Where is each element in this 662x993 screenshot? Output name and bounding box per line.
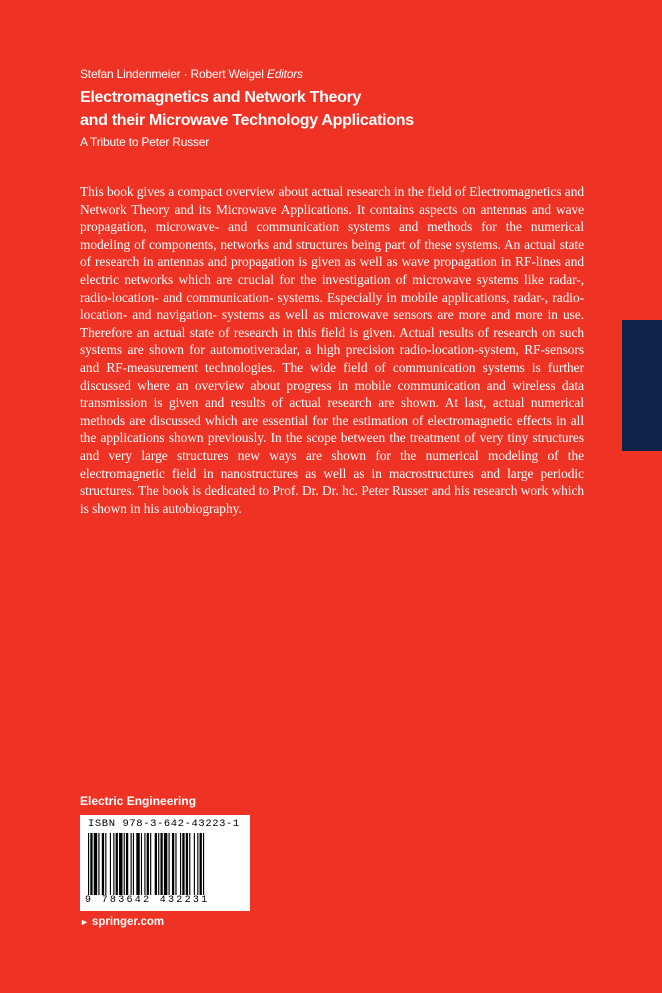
barcode-panel: [80, 815, 250, 911]
publisher-url: springer.com: [91, 916, 165, 928]
arrow-right-icon: ►: [80, 917, 89, 927]
isbn-label: ISBN 978-3-642-43223-1: [88, 818, 240, 830]
book-description: This book gives a compact overview about actual research in the field of Electromagnetics and Network Theory and its Microwave Applications. It contains aspects on antennas and wave propagation, microwave- and communication systems and methods for the numerical modeling of components, networks and structures being part of these systems. An actual state of research in antennas and propagation is given as well as wave propagation in RF-lines and electric networks which are crucial for the investigation of microwave systems like radar-, radio-location- and communication- systems. Especially in mobile applications, radar-, radio-location- and navigation- systems as well as microwave sensors are more and more in use. Therefore an actual state of research in this field is given. Actual results of research on such systems are shown for automotiveradar, a high precision radio-location-system, RF-sensors and RF-measurement technologies. The wide field of communication systems is further discussed where an overview about progress in mobile communication and wireless data transmission is given and results of actual research are shown. At last, actual numerical methods are discussed which are essential for the estimation of electromagnetic effects in all the applications shown previously. In the scope between the treatment of very tiny structures and very large structures new ways are shown for the numerical modeling of the electromagnetic field in nanostructures as well as in macrostructures and large periodic structures. The book is dedicated to Prof. Dr. Dr. hc. Peter Russer and his research work which is shown in his autobiography.: [80, 184, 584, 516]
editors-line: [80, 67, 303, 81]
publisher-link[interactable]: [80, 916, 164, 928]
editors-role: Editors: [266, 67, 303, 81]
subject-category: Electric Engineering: [80, 794, 197, 808]
title-line-1: Electromagnetics and Network Theory: [80, 89, 362, 106]
book-subtitle: A Tribute to Peter Russer: [80, 135, 210, 149]
color-tab: [622, 320, 662, 451]
title-line-2: and their Microwave Technology Applications: [80, 112, 414, 129]
editors-names: Stefan Lindenmeier · Robert Weigel: [80, 67, 264, 81]
book-title: [80, 86, 414, 132]
ean-digits: 9 783642 432231: [85, 895, 210, 906]
barcode-icon: [88, 833, 242, 895]
